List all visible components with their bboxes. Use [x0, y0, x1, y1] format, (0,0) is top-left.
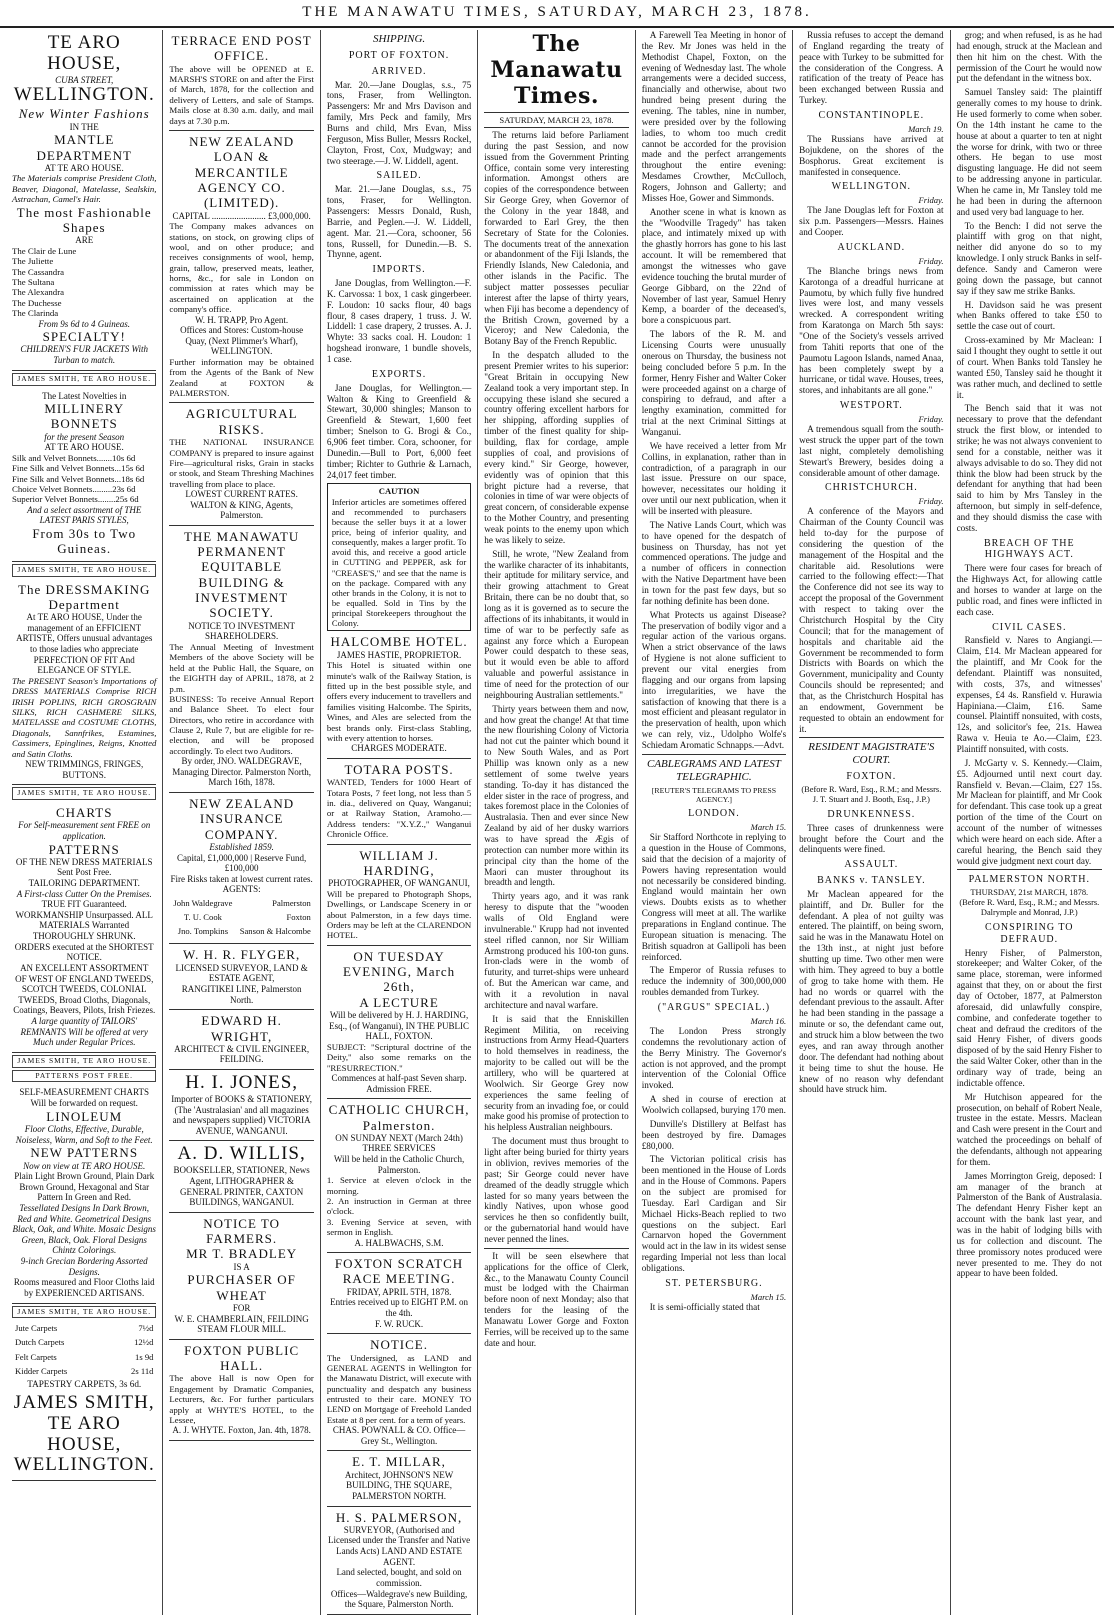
court-paragraph: To the Bench: I did not serve the plaintiff with grog on that night, neither did anyone do so to my knowledge. I only struck Banks in self-defence. Sandy and Cameron were going down the passage, but cannot say if they saw me strike Banks. [956, 220, 1102, 296]
chamberlain: W. E. CHAMBERLAIN, FEILDING STEAM FLOUR MILL. [174, 1313, 309, 1335]
scratch-entries: Entries received up to EIGHT P.M. on the 4th. [330, 1297, 468, 1318]
halcombe-ad [327, 631, 471, 759]
cable-paragraph: Dunville's Distillery at Belfast has been destroyed by fire. Damages £80,000. [641, 1118, 787, 1151]
column-6 [793, 30, 950, 1615]
loan-ad [169, 131, 313, 404]
westport-heading: WESTPORT. [839, 400, 903, 412]
wellington-heading: WELLINGTON. [831, 181, 912, 193]
latest-novelties: The Latest Novelties in [42, 390, 127, 401]
article-paragraph: It will be seen elsewhere that applications for the office of Clerk, &c., to the Manawatu County Council must be lodged with the Chairman before noon of next Monday; also that tenders for the leasing of the Manawatu Lower Gorge and Foxton Ferries, will be received up to the same date and hour. [484, 1250, 629, 1348]
shapes-heading: The most Fashionable Shapes [16, 204, 152, 235]
lecture-by: Will be delivered by H. J. HARDING, Esq., (of Wanganui), IN THE PUBLIC HALL, FOXTON. [329, 1010, 470, 1042]
signature-box: JAMES SMITH, TE ARO HOUSE. [12, 1055, 156, 1068]
drunk-text: Three cases of drunkenness were brought before the Court and the delinquents were fined. [799, 822, 944, 855]
winter-fashions: New Winter Fashions [18, 106, 150, 122]
palmerson-ad [327, 1507, 471, 1615]
court-place: FOXTON. [846, 771, 897, 783]
carpet-price: 7½d [138, 1323, 154, 1334]
title-rule [484, 112, 628, 113]
palmerson-sub: SURVEYOR, (Authorised and Licensed under the Transfer and Native Lands Acts) LAND AND ESTATE AGENT. [327, 1524, 471, 1567]
christchurch-date: Friday. [918, 496, 944, 507]
westport-date: Friday. [918, 413, 944, 424]
sunday: ON SUNDAY NEXT (March 24th) THREE SERVICES [335, 1132, 463, 1154]
patterns-text: OF THE NEW DRESS MATERIALS Sent Post Free. [15, 856, 153, 878]
tessellated-text: Tessellated Designs In Dark Brown, Red and White. Geometrical Designs Black, Oak, and White. Mosaic Designs Green, Black, Oak. Floral Designs Chintz Colorings. [12, 1203, 156, 1256]
article-paragraph: The document must thus brought to light after being buried for thirty years in oblivion, revives memories of the past; Sir George could never have dreamed of the deadly struggle which lasted for so many years between the kindly Natives, upon whose good services he then so confidently built, or the gubernatorial hand would have never penned the lines. [484, 1136, 629, 1244]
masthead: THE MANAWATU TIMES, SATURDAY, MARCH 23, 1878. [0, 0, 1114, 28]
arrived-text: Mar. 20.—Jane Douglas, s.s., 75 tons, Fraser, from Wellington. Passengers: Mr and Mrs Davison and family, Mrs Peck and family, Mrs Burns and child, Mrs Evan, Miss Ferguson, Miss Buller, Messrs Rockel, Clayton, Frost, Cox, Mudgway; and two steerage.—J. W. Liddell, agent. [326, 79, 472, 166]
footer-line-2: TE ARO HOUSE, [47, 1412, 122, 1455]
civil-heading: CIVIL CASES. [992, 621, 1067, 633]
tweeds-text: OF WEST OF ENGLAND TWEEDS, SCOTCH TWEEDS, COLONIAL TWEEDS, Broad Cloths, Diagonals, Coatings, Beavers, Pilots, Irish Friezes. [13, 973, 156, 1016]
orders-text: ORDERS executed at the SHORTEST NOTICE. [14, 941, 154, 963]
harding-ad [327, 845, 471, 946]
jones-ad [169, 1070, 313, 1141]
article-rule [484, 1248, 628, 1249]
farmers-title: NOTICE TO FARMERS. [203, 1215, 281, 1247]
st-pete-date: March 15. [750, 1291, 787, 1302]
hall-text: The above Hall is now Open for Engagement by Dramatic Companies, Lecturers, &c. For further particulars apply at WHYTE'S HOTEL, to the Lessee, [169, 1373, 314, 1425]
fit-text: TRUE FIT Guaranteed. WORKMANSHIP Unsurpassed. ALL MATERIALS Warranted THOROUGHLY SHRUNK. [15, 899, 153, 942]
palm-date: THURSDAY, 21st MARCH, 1878. [970, 888, 1089, 898]
court-paragraph: Cross-examined by Mr Maclean: I said I thought they ought to settle it out of court. When Banks told Tansley he wanted £50, Tansley said he thought it was rather much, and declined to settle it. [956, 335, 1102, 400]
subject: SUBJECT: "Scriptural doctrine of the Deity," also some remarks on the "RESURRECTION." [326, 1041, 472, 1073]
st-pete-heading: ST. PETERSBURG. [665, 1277, 763, 1289]
bonnets-sub: for the present Season [44, 431, 125, 442]
carpet-name: Kidder Carpets [15, 1365, 68, 1376]
news-paragraph: We have received a letter from Mr Collins, in explanation, rather than in contradiction, of a paragraph in our last issue. Pressure on our space, however, necessitates our holding it over until our next publication, when it will be inserted with pleasure. [641, 440, 787, 516]
christchurch-heading: CHRISTCHURCH. [824, 482, 918, 494]
palm-bench: (Before R. Ward, Esq., R.M.; and Messrs. Dalrymple and Monrad, J.P.) [959, 898, 1100, 918]
carpet-name: Jute Carpets [15, 1323, 58, 1334]
shape-item: The Sultana [12, 277, 55, 287]
agents-table [169, 895, 313, 939]
cable-paragraph: A shed in course of erection at Woolwich collapsed, burying 170 men. [641, 1094, 787, 1115]
table-row [14, 1322, 154, 1334]
signature-box: JAMES SMITH, TE ARO HOUSE. [12, 787, 156, 800]
article-paragraph: In the despatch alluded to the present Premier writes to his superior: "Great Britain in occupying New Zealand took a very important step. In occupying these island she secured a country offering excellent harbors for her shipping, affording supplies of timber of the finest quality for ship-building, flax for cordage, ample supplies of coal, and provisions of every kind." Sir George, however, evidently was of opinion that this bright picture had a reverse, that colonies in time of war were objects of great concern, of considerable expense to the Mother Country, and presenting weak points to the enemy upon which he was likely to seize. [484, 350, 629, 545]
christchurch-text: A conference of the Mayors and Chairman of the County Council was held to-day for the purpose of considering the question of the management of the Hospital and the charitable aid. Resolutions were carried to the following effect:—That the Conference did not see its way to accept the proposal of the Government with respect to taking over the Christchurch Hospital by the City Council; that for the management of hospitals and charitable aid the Government be recommended to form Districts with Boards on which the Government, municipality and County Councils should be represented; and that, as the Christchurch Hospital has an endowment, Government be requested to obtain an endowment for it. [799, 506, 944, 734]
society-title: THE MANAWATU PERMANENT EQUITABLE BUILDING & INVESTMENT SOCIETY. [183, 528, 300, 621]
carpet-name: Dutch Carpets [15, 1337, 65, 1348]
are-label: ARE [75, 235, 94, 246]
foxton-hall-ad [169, 1340, 313, 1441]
auckland-text: The Blanche brings news from Karotonga of a dreadful hurricane at Paumotu, by which fully five hundred lives were lost, and many vessels wrecked. A correspondent writing from Karatonga on March 5th says: "One of the Society's vessels arrived from Tahiti reports that one of the Paumotu Lagoon Islands, named Anaa, has been completely swept by a hurricane, or tidal wave. Houses, trees, stores, and inhabitants are all gone." [799, 265, 944, 396]
news-paragraph: Another scene in what is known as the "Woodville Tragedy" has taken place, and intimately mixed up with the ghastly horrors has gone to his last account. It will be remembered that amongst the witnesses who gave evidence touching the brutal murder of George Gibbard, on the 22nd of November of last year, Samuel Henry Kemp, a boarder of the deceased's, bore a conspicuous part. [641, 206, 787, 326]
silk-item: Superior Velvet Bonnets........25s 6d [12, 494, 139, 505]
banks-text: Mr Maclean appeared for the plaintiff, and Dr. Buller for the defendant. A plea of not guilty was entered. The plaintiff, on being sworn, said he was in the Manawatu Hotel on the 13th inst., at night just before shutting up time. Two other men were with him. They agreed to buy a bottle of grog to take home with them. He had no words or quarrel with the defendant previous to the assault. After he had been standing in the passage a minute or so, the defendant came out, and struck him a blow between the two eyes, and ran away through another door. The defendant had nothing about it being time to shut the house. He knew of no reason why defendant should have struck him. [799, 888, 944, 1095]
service-item: 1. Service at eleven o'clock in the morning. [326, 1175, 472, 1196]
bonnets-ad [12, 388, 156, 562]
column-3 [321, 30, 478, 1615]
court-paragraph: grog; and when refused, is as he had had enough, struck at the Maclean and then hit him on the chest. With the permission of the Court he would now put the defendant in the witness box. [956, 30, 1102, 84]
agent-name: Jno. Tompkins [177, 926, 229, 937]
column-5 [636, 30, 793, 1615]
loan-office: Offices and Stores: Custom-house Quay, (Next Plimmer's Wharf), WELLINGTON. [180, 325, 304, 357]
halbwachs: A. HALBWACHS, S.M. [354, 1237, 444, 1248]
loan-sig: W. H. TRAPP, Pro Agent. [195, 314, 289, 325]
willis-ad [169, 1141, 313, 1212]
totara-ad [327, 759, 471, 845]
building-society-ad [169, 526, 313, 793]
palmerston-heading: PALMERSTON NORTH. [968, 874, 1090, 886]
article-paragraph: The returns laid before Parliament during the past Session, and now issued from the Government Printing Office, contain some very interesting information. Amongst others are copies of the correspondence between Sir George Grey, when Governor of the Colony in the year 1848, and forwarded to Earl Grey, the then Secretary of State for the Colonies. The documents treat of the annexation or abandonment of the Fiji Islands, the Friendly Islands, New Caledonia, and other islands in the Pacific. The subject matter possesses peculiar interest after the lapse of thirty years, when Fiji has become a dependency of the British Crown, governed by a Viceroy; and New Caledonia, the Botany Bay of the French Republic. [484, 130, 629, 347]
shape-item: The Clarinda [12, 308, 59, 319]
materials-text: The Materials comprise President Cloth, Beaver, Diagonal, Matelasse, Sealskin, Astrachan, Camel's Hair. [12, 173, 157, 205]
shipping-heading: SHIPPING. [372, 33, 426, 45]
loan-capital: CAPITAL ........................ £3,000,000. [172, 210, 311, 221]
carpets-table [12, 1320, 156, 1379]
millar-name: E. T. MILLAR, [352, 1454, 446, 1470]
terrace-title: TERRACE END POST OFFICE. [171, 33, 312, 64]
notice-share: NOTICE TO INVESTMENT SHAREHOLDERS. [188, 620, 295, 642]
breach-text: There were four cases for breach of the Highways Act, for allowing cattle and horses to wander at large on the public road, and fines were inflicted in each case. [956, 563, 1102, 617]
patterns-heading: PATTERNS [48, 841, 120, 857]
te-aro-title: TE ARO HOUSE, [47, 32, 122, 74]
agent-name: John Waldegrave [173, 898, 233, 908]
catholic-title: CATHOLIC CHURCH, Palmerston. [328, 1102, 470, 1133]
paper-date: SATURDAY, MARCH 23, 1878. [499, 114, 614, 125]
wright-ad [169, 1010, 313, 1070]
harding-name: WILLIAM J. HARDING, [359, 847, 439, 878]
assault-heading: ASSAULT. [844, 859, 899, 871]
cable-paragraph: The Emperor of Russia refuses to reduce the indemnity of 300,000,000 roubles demanded from Turkey. [641, 965, 787, 998]
table-row [171, 897, 311, 909]
patterns-post-box: PATTERNS POST FREE. [12, 1070, 156, 1083]
cable-rule [642, 754, 786, 755]
shape-item: The Juliette [12, 256, 54, 267]
est-text: Established 1859. [209, 841, 274, 852]
exports-heading: EXPORTS. [371, 368, 427, 380]
is-a: IS A [233, 1261, 250, 1272]
agent-name: T. U. Cook [183, 912, 222, 923]
cutter-text: A First-class Cutter On the Premises. [16, 888, 152, 899]
totara-text: WANTED, Tenders for 1000 Heart of Totara Posts, 7 feet long, not less than 5 in. dia., delivered on Quay, Wanganui; or at Railway Station, Aramoho.—Address tenders: "X.Y.Z.," Wanganui Chronicle Office. [326, 777, 472, 840]
news-paragraph: What Protects us against Disease? The preservation of bodily vigor and a regular action of the various organs. When a strict observance of the laws of Hygiene is not alone sufficient to prevent our vital energies from flagging and our organs from lapsing into irregularities, we have the satisfaction of knowing that there is a most efficient and pleasant regulator in the preservation of health, upon which we can rely, viz., Udolpho Wolfe's Schiedam Aromatic Schnapps.—Advt. [641, 609, 787, 750]
purchaser: PURCHASER OF WHEAT [187, 1272, 296, 1303]
notice-title: NOTICE. [370, 1337, 429, 1353]
article-paragraph: Still, he wrote, "New Zealand from the warlike character of its inhabitants, their aptitude for military service, and their growing attachment to Great Britain, there can be no doubt that, so long as it is governed as to secure the affections of its inhabitants, it would in time of war to be perfectly safe as against any force which a European Power could despatch to these seas, but it would even be able to afford valuable and powerful assistance in time of need for the protection of our neighbouring Australian settlements." [484, 548, 629, 700]
border-text: 9-inch Grecian Bordering Assorted Designs. [20, 1256, 148, 1277]
price-note: From 9s 6d to 4 Guineas. [38, 318, 131, 329]
scratch-ruck: F. W. RUCK. [375, 1318, 424, 1329]
cable-paragraph: The Victorian political crisis has been mentioned in the House of Lords and in the House of Commons. Papers on the subject are promised for Tuesday. Earl Cardigan and Sir Michael Hicks-Beach replied to two questions on the subject. Earl Carnarvon hoped the Government would act in the law in its widest sense regarding Imperial not less than local obligations. [641, 1154, 787, 1273]
palmerson-name: H. S. PALMERSON, [335, 1509, 463, 1525]
willis-sub: BOOKSELLER, STATIONER, News Agent, LITHOGRAPHER & GENERAL PRINTER, CAXTON BUILDINGS, WANGANUI. [173, 1165, 310, 1208]
fire-text: Fire Risks taken at lowest current rates. [170, 873, 313, 884]
willis-name: A. D. WILLIS, [177, 1143, 306, 1165]
charts-text: For Self-measurement sent FREE on application. [18, 820, 151, 841]
dressmaking-text: At TE ARO HOUSE, Under the management of an EFFICIENT ARTISTE, Offers unusual advantages to those ladies who appreciate PERFECTION OF FIT And ELEGANCE OF STYLE. [16, 612, 153, 676]
hastie: JAMES HASTIE, PROPRIETOR. [336, 649, 462, 660]
drunk-heading: DRUNKENNESS. [827, 808, 916, 820]
palm-rule [957, 869, 1102, 870]
agri-ad [169, 403, 313, 525]
news-paragraph: The labors of the R. M. and Licensing Courts were unusually onerous on Thursday, the business not being concluded before 5 p.m. In the former, Henry Fisher and Walter Coker were proceeded against on a charge of conspiring to defraud, and after a lengthy examination, committed for trial at the next Criminal Sittings at Wanganui. [641, 329, 787, 437]
self-measure-text: SELF-MEASUREMENT CHARTS Will be forwarded on request. [19, 1087, 149, 1109]
tuesday: ON TUESDAY EVENING, March 26th, [342, 948, 456, 995]
article-paragraph: Thirty years ago, and it was rank heresy to dispute that the "wooden walls of Old England were invulnerable." Krupp had not invented steel rifled cannon, nor Sir William Armstrong produced his 100-ton guns. Iron-clads were in the womb of futurity, and turret-ships were unheard of. But the American war came, and with it a revolution in naval architecture and naval warfare. [484, 891, 629, 1010]
cable-paragraph: The London Press strongly condemns the revolutionary action of the Berry Ministry. The Governor's action is not approved, and the prompt intervention of the Colonial Office invoked. [641, 1025, 787, 1091]
imports-text: Jane Douglas, from Wellington.—F. K. Carvossa: 1 box, 1 cask gingerbeer. F. Loudon: 10 sacks flour, 40 bags flour, 8 cases drapery, 1 truss. J. W. Liddell: 1 case drapery, 2 trusses. A. J. Whyte: 33 sacks coal. H. Loudon: 1 hogshead ironware, 1 bundle shovels, 1 case. [326, 278, 472, 365]
bonnets-heading: MILLINERY BONNETS [44, 401, 125, 432]
hall-title: FOXTON PUBLIC HALL. [184, 1342, 300, 1374]
services-intro: Will be held in the Catholic Church, Palmerston. [333, 1154, 465, 1175]
agent-place: Palmerston [272, 898, 311, 908]
te-aro-winter-ad [12, 30, 156, 371]
te-aro-city: WELLINGTON. [13, 84, 155, 106]
court-bench: (Before R. Ward, Esq., R.M.; and Messrs. J. T. Stuart and J. Booth, Esq., J.P.) [801, 785, 942, 805]
column-1 [6, 30, 163, 1615]
footer-line-3: WELLINGTON. [13, 1454, 155, 1476]
breach-heading: BREACH OF THE HIGHWAYS ACT. [983, 537, 1075, 561]
millar-ad [327, 1451, 471, 1506]
excellent-heading: AN EXCELLENT ASSORTMENT [20, 962, 149, 973]
loan-title: NEW ZEALAND LOAN & MERCANTILE AGENCY CO. (LIMITED). [189, 133, 295, 211]
charts-ad [12, 802, 156, 1053]
cable-paragraph: Sir Stafford Northcote in replying to a question in the House of Commons, said that the decision of a majority of Powers having representation would not necessarily be considered binding. England would maintain her own views. Doubts exists as to whether Congress will meet at all. The warlike preparations in England continue. The European situation is menacing. The British squadron at Gallipoli has been reinforced. [641, 832, 787, 962]
lino-types-text: Plain Light Brown Ground, Plain Dark Brown Ground, Hexagonal and Star Pattern In Green and Red. [14, 1171, 155, 1203]
news-paragraph: Russia refuses to accept the demand of England regarding the treaty of peace with Turkey to be submitted for the consideration of the Congress. A ratification of the treaty of Peace has been exchanged between Russia and Turkey. [799, 30, 944, 106]
terrace-text: The above will be OPENED at E. MARSH'S STORE on and after the First of March, 1878, for the collection and delivery of Letters, and sale of Stamps. Mails close at 8.30 a.m. daily, and mail days at 7.30 p.m. [169, 63, 314, 126]
auckland-heading: AUCKLAND. [837, 241, 906, 253]
remnants-text: A large quantity of TAILORS' REMNANTS Will be offered at very Much under Regular Prices. [20, 1015, 148, 1048]
silk-item: Silk and Velvet Bonnets.......10s 6d [12, 452, 136, 463]
caution-text: Inferior articles are sometimes offered and recommended to purchasers because the seller buys it at a lower price, being of inferior quality, and consequently, makes a larger profit. To avoid this, and receive a good article in CUTTING and PEPPER, ask for "CREASE'S," and see that the name is on the package. Compared with any other brands in the Colony, it is not to be equalled. Sold in Tins by the principal Storekeepers throughout the Colony. [331, 496, 467, 629]
annual-text: The Annual Meeting of Investment Members of the above Society will be held at the Public Hall, the Square, on the EIGHTH day of APRIL, 1878, at 2 p.m. [169, 642, 314, 694]
agent-place: Sanson & Halcombe [239, 926, 311, 937]
dressmaking-heading: The DRESSMAKING Department [18, 581, 151, 612]
hall-sig: A. J. WHYTE. Foxton, Jan. 4th, 1878. [172, 1425, 311, 1436]
page-columns [6, 30, 1108, 1610]
from-30s: From 30s to Two Guineas. [32, 526, 137, 557]
capital2: Capital, £1,000,000 | Reserve Fund, £100,000 [176, 852, 307, 874]
carpet-price: 12½d [134, 1337, 154, 1348]
lecture: A LECTURE [359, 994, 439, 1010]
present-season-text: The PRESENT Season's Importations of DRESS MATERIALS Comprise RICH IRISH POPLINS, RICH GROSGRAIN SILKS, RICH CASHMERE SILKS, MATELASSE and COSTUME CLOTHS, Diagonals, Sannfrikes, Estamines, Cassimers, Epinglines, Reigns, Knotted and Satin Cloths. [12, 675, 157, 759]
paper-title: The Manawatu Times. [490, 31, 623, 109]
footer-line-1: JAMES SMITH, [13, 1391, 155, 1413]
service-item: 3. Evening Service at seven, with sermon in English. [326, 1216, 472, 1238]
caution-title: CAUTION [378, 486, 420, 497]
notice-text: The Undersigned, as LAND and GENERAL AGENTS in Wellington for the Manawatu District, will execute with punctuality and despatch any business entrusted to their care. MONEY TO LEND on Mortgage of Freehold Landed Estate at 8 per cent. for a term of years. [326, 1352, 472, 1425]
new-patterns-heading: NEW PATTERNS [30, 1145, 139, 1161]
tapestry-text: TAPESTRY CARPETS, 3s 6d. [27, 1378, 142, 1389]
jones-name: H. I. JONES, [185, 1072, 299, 1094]
trimmings-text: NEW TRIMMINGS, FRINGES, BUTTONS. [25, 758, 144, 780]
footer-ad [12, 1390, 156, 1482]
london-date: March 15. [750, 821, 787, 832]
wright-sub: ARCHITECT & CIVIL ENGINEER, FEILDING. [174, 1043, 310, 1065]
pownall: CHAS. POWNALL & CO. Office—Grey St., Wellington. [332, 1425, 466, 1446]
reuters-note: [REUTER'S TELEGRAMS TO PRESS AGENCY.] [651, 785, 777, 804]
agent-place: Foxton [286, 912, 311, 923]
harding-sub: PHOTOGRAPHER, OF WANGANUI, [328, 878, 470, 889]
date-rule [484, 127, 628, 128]
london-heading: LONDON. [688, 808, 740, 820]
shape-item: The Cassandra [12, 266, 65, 277]
linoleum-text: Floor Cloths, Effective, Durable, Noiseless, Warm, and Soft to the Feet. [15, 1124, 153, 1145]
walton-king: WALTON & KING, Agents, Palmerston. [190, 499, 293, 521]
flyger-name: W. H. R. FLYGER, [183, 947, 301, 963]
court-paragraph: H. Davidson said he was present when Banks offered to take £50 to settle the case out of court. [956, 299, 1102, 332]
column-4 [478, 30, 635, 1615]
sailed-text: Mar. 21.—Jane Douglas, s.s., 75 tons, Fraser, for Wellington. Passengers: Messrs Donald, Rush, Barrie, and Peglen.—J. W. Liddell, agent. Mar. 21.—Cora, schooner, 56 tons, Russell, for Dunedin.—B. S. Thynne, agent. [326, 184, 472, 260]
const-heading: CONSTANTINOPLE. [818, 110, 925, 122]
terrace-ad [169, 30, 313, 131]
agri-text: THE NATIONAL INSURANCE COMPANY is prepared to insure against Fire—agricultural risks, Grain in stacks or stook, and Steam Threshing Machines travelling from place to place. [169, 437, 314, 489]
news-paragraph: The Native Lands Court, which was to have opened for the despatch of business on Thursday, has not yet commenced operations. The judge and a number of officers in connection with the Native Department have been in town for the past few days, but so far nothing definite has been done. [641, 519, 787, 606]
farmers-ad [169, 1213, 313, 1340]
at-te-aro: AT TE ARO HOUSE. [44, 162, 124, 173]
lecture-ad [327, 946, 471, 1099]
notice-ad [327, 1334, 471, 1451]
auckland-date: Friday. [918, 255, 944, 266]
nz-ins-title: NEW ZEALAND INSURANCE COMPANY. [189, 795, 295, 842]
conspiring-text: Henry Fisher, of Palmerston, storekeeper; and Walter Coker, of the same place, storeman, were informed against that they, on or about the first day of October, 1877, at Palmerston aforesaid, did unlawfully conspire, combine, and confederate together to cheat and defraud the creditors of the said Henry Fisher, of divers goods disposed of by the said Henry Fisher to the said Walter Coker, other than in the ordinary way of trade, being an indictable offence. [956, 947, 1102, 1088]
jones-sub: Importer of BOOKS & STATIONERY, (The 'Australasian' and all magazines and newspapers supplied) VICTORIA AVENUE, WANGANUI. [171, 1093, 313, 1136]
specialty-text: CHILDREN'S FUR JACKETS With Turban to match. [20, 344, 149, 366]
wright-name: EDWARD H. WRIGHT, [201, 1013, 282, 1044]
tailoring-heading: TAILORING DEPARTMENT. [28, 878, 140, 889]
by-order: By order, JNO. WALDEGRAVE, Managing Director. Palmerston North, March 16th, 1878. [172, 756, 311, 788]
commence: Commences at half-past Seven sharp. Admission FREE. [331, 1072, 467, 1094]
for-label: FOR [232, 1302, 251, 1313]
further-text: Further information may be obtained from the Agents of the Bank of New Zealand at FOXTON & PALMERSTON. [169, 356, 314, 399]
mantle-department: MANTLE DEPARTMENT [36, 132, 132, 163]
business-text: BUSINESS: To receive Annual Report and Balance Sheet. To elect four Directors, who retire in accordance with Clause 2, Rule 7, but are eligible for re-election, and will be proposed accordingly. To elect two Auditors. [169, 693, 314, 756]
conspiring-heading: CONSPIRING TO DEFRAUD. [985, 921, 1074, 945]
service-item: 2. An instruction in German at three o'clock. [326, 1196, 472, 1217]
article-paragraph: Thirty years between them and now, and how great the change! At that time the new flourishing Colony of Victoria had not cut the painter which bound it to New South Wales, and as Port Phillip was known only as a new settlement of some twelve years standing. To-day it has distanced the elder sister in the race of progress, and takes foremost place in the Colonies of Australasia. Then and ever since New Zealand by aid of her dusky warriors was to have spread the Ægis of protection can number more within its principal city than the home of the Maori can muster throughout its breadth and length. [484, 703, 629, 888]
nz-insurance-ad [169, 793, 313, 944]
carpet-price: 1s 9d [135, 1351, 154, 1362]
flyger-addr: RANGITIKEI LINE, Palmerston North. [181, 983, 302, 1005]
charges: CHARGES MODERATE. [351, 743, 447, 754]
now-view-text: Now on view at TE ARO HOUSE. [23, 1160, 146, 1171]
at-te-aro-2: AT TE ARO HOUSE. [44, 442, 124, 453]
flyger-sub: LICENSED SURVEYOR, LAND & ESTATE AGENT, [175, 962, 308, 984]
table-row [171, 925, 311, 937]
scratch-friday: FRIDAY, APRIL 5TH, 1878. [346, 1286, 452, 1297]
column-2 [163, 30, 320, 1615]
court-paragraph: Samuel Tansley said: The plaintiff generally comes to my house to drink. He used formerly to come when sober. On the 14th instant he came to the house at about a quarter to ten at night the worse for drink, with two or three others. He began to use most disgusting language. He did not seem to be addressing anyone in particular. When he came in, Mr Tansley told me he had been in during the afternoon and used very bad language to her. [956, 87, 1102, 217]
shape-item: The Duchesse [12, 297, 62, 308]
specialty-heading: SPECIALTY! [42, 329, 126, 345]
banks-heading: BANKS v. TANSLEY. [817, 875, 926, 887]
court-rule [799, 737, 943, 738]
shape-item: The Clair de Lune [12, 245, 77, 256]
silk-list [12, 453, 156, 505]
westport-text: A tremendous squall from the south-west struck the upper part of the town last night, completely demolishing Stewart's Brewery, besides doing a considerable amount of other damage. [799, 424, 944, 478]
table-row [14, 1336, 154, 1348]
hotel-text: This Hotel is situated within one minute's walk of the Railway Station, is fitted up in the best possible style, and offers every inducement to travellers and families visiting Halcombe. The Spirits, Wines, and Ales are selected from the best brands only. First-class Stabling, with every attention to horses. [326, 660, 472, 743]
silk-item: Fine Silk and Velvet Bonnets...15s 6d [12, 463, 145, 474]
paris-assortment: And a select assortment of THE LATEST PARIS STYLES, [27, 504, 142, 526]
linoleum-ad [12, 1084, 156, 1303]
table-row [14, 1351, 154, 1363]
civil-text: Ransfield v. Nares to Angiangi.—Claim, £14. Mr Maclean appeared for the plaintiff, and Mr Cook for the defendant. Plaintiff was nonsuited, with costs, 37s, and witnesses' expenses, £4 4s. Ransfield v. Hurawia Hapiniana.—Claim, £16. Same counsel. Plaintiff nonsuited, with costs, 12s, and solicitor's fee, 21s. Hawea Rawa v. Heuia te Ao.—Claim, £23. Plaintiff nonsuited, with costs. [956, 635, 1102, 754]
news-paragraph: A Farewell Tea Meeting in honor of the Rev. Mr Jones was held in the Methodist Chapel, Foxton, on the evening of Wednesday last. The whole arrangements were a decided success, financially and otherwise, about two hundred being present during the evening. The tables, nine in number, were presided over by the following ladies, to whom too much credit cannot be accorded for the provision made and the perfect arrangements throughout the entire evening: Mesdames Crowther, McCulloch, Rogers, Johnson and Gallerty; and Misses Hoe, Gower and Simmonds. [641, 30, 787, 203]
argus-heading: ("ARGUS" SPECIAL.) [657, 1002, 771, 1013]
lowest-rates: LOWEST CURRENT RATES. [185, 489, 298, 499]
flyger-ad [169, 944, 313, 1010]
carpet-name: Felt Carpets [15, 1351, 57, 1362]
agri-title: AGRICULTURAL RISKS. [185, 406, 298, 437]
shape-list [12, 246, 156, 319]
signature-box: JAMES SMITH, TE ARO HOUSE. [12, 373, 156, 386]
const-date: March 19. [908, 123, 944, 134]
shape-item: The Alexandra [12, 287, 65, 298]
table-row [14, 1365, 154, 1377]
imports-heading: IMPORTS. [372, 264, 426, 276]
table-row [171, 911, 311, 923]
argus-date: March 16. [750, 1015, 787, 1026]
scratch-ad [327, 1253, 471, 1334]
charts-heading: CHARTS [55, 804, 113, 820]
signature-box: JAMES SMITH, TE ARO HOUSE. [12, 1306, 156, 1319]
column-7 [951, 30, 1108, 1615]
court-heading: RESIDENT MAGISTRATE'S COURT. [808, 741, 935, 767]
harding-text: Will be prepared to Photograph Shops, Dwellings, or Landscape Scenery in or about Palmerston, in a few days time. Orders may be left at the CLARENDON HOTEL. [326, 888, 472, 941]
court-paragraph: The Bench said that it was not necessary to prove that the defendant struck the first blow, or intended to strike; he was not always convenient to send for a constable, neither was it always advisable to do so. They did not think the blow had been struck by the defendant for anything that had been said to him by Mrs Tansley in the afternoon, but simply in self-defence, and they should dismiss the case with costs. [956, 403, 1102, 533]
palmerson-office: Offices—Waldegrave's new Building, the Square, Palmerston North. [330, 1588, 468, 1610]
scratch-title: FOXTON SCRATCH RACE MEETING. [334, 1256, 464, 1287]
wellington-date: Friday. [918, 195, 944, 206]
bradley-name: MR T. BRADLEY [186, 1246, 298, 1262]
palmerson-text: Land selected, bought, and sold on commission. [336, 1567, 462, 1588]
totara-title: TOTARA POSTS. [344, 761, 454, 777]
conspiring-text: Mr Hutchison appeared for the prosecution, on behalf of Robert Neale, trustee in the estate. Messrs. Maclean and Cash were present in the Court and watched the proceedings on behalf of the defendants, although not appearing for them. [956, 1091, 1102, 1167]
agents-title: AGENTS: [222, 884, 261, 895]
dressmaking-ad [12, 579, 156, 786]
port-heading: PORT OF FOXTON. [348, 49, 450, 61]
exports-text: Jane Douglas, for Wellington.—Walton & King to Greenfield & Stewart, 30,000 shingles; Manson to Greenfield & Stewart, 1,600 feet timber; Snelson to G. Brogi & Co., 6,906 feet timber. Cora, schooner, for Dunedin.—Bull to Port, 6,000 feet timber; Richter to Guthrie & Larnach, 24,017 feet timber. [326, 382, 472, 480]
silk-item: Choice Velvet Bonnets.........23s 6d [12, 484, 136, 495]
loan-text: The Company makes advances on stations, on stock, on growing clips of wool, and on other produce; and receives consignments of wool, hemp, grain, tallow, preserved meats, leather, horns, &c., for sale in London on commission at rates which may be ascertained on application at the company's office. [169, 221, 314, 315]
carpet-price: 2s 11d [131, 1365, 154, 1376]
civil-text: J. McGarty v. S. Kennedy.—Claim, £5. Adjourned until next court day. Ransfield v. Bevan.—Claim, £27 15s. Mr Maclean for plaintiff, and Mr Cook for defendant. This case took up a great portion of the time of the Court on account of the number of witnesses which were heard on each side. After a careful hearing, the Bench said they would give judgment next court day. [956, 757, 1102, 866]
st-pete-text: It is semi-officially stated that [649, 1301, 760, 1312]
in-the-label: IN THE [69, 121, 99, 132]
te-aro-street: CUBA STREET, [55, 74, 114, 85]
const-text: The Russians have arrived at Bojukdene, on the shores of the Bosphorus. Great excitement is manifested in consequence. [799, 133, 944, 177]
halcombe-title: HALCOMBE HOTEL. [330, 634, 468, 650]
conspiring-text: James Morrington Greig, deposed: I am manager of the branch at Palmerston of the Bank of Australasia. The defendant Henry Fisher kept an account with the bank last year, and was in the habit of lodging bills with us for collection and discount. The three promissory notes produced were never presented to me. They do not appear to have been folded. [956, 1170, 1102, 1279]
sailed-heading: SAILED. [376, 170, 422, 182]
caution-ad [327, 483, 471, 631]
article-paragraph: It is said that the Enniskillen Regiment Militia, on receiving instructions from Army Head-Quarters to hold themselves in readiness, the majority to be called out will be the artillery, who will be quartered at Woolwich. Sir George Grey now experiences the same feeling of security from an invading foe, or could make good his promise of protection to his helpless Australian neighbours. [484, 1013, 629, 1133]
silk-item: Fine Silk and Velvet Bonnets...18s 6d [12, 473, 145, 484]
wellington-text: The Jane Douglas left for Foxton at six p.m. Passengers—Messrs. Haines and Cooper. [799, 205, 944, 238]
catholic-ad [327, 1099, 471, 1253]
cable-heading: CABLEGRAMS AND LATEST TELEGRAPHIC. [647, 757, 781, 783]
linoleum-heading: LINOLEUM [46, 1108, 123, 1124]
signature-box: JAMES SMITH, TE ARO HOUSE. [12, 564, 156, 577]
rooms-text: Rooms measured and Floor Cloths laid by EXPERIENCED ARTISANS. [13, 1277, 155, 1298]
millar-sub: Architect, JOHNSON'S NEW BUILDING, THE SQUARE, PALMERSTON NORTH. [344, 1469, 454, 1501]
arrived-heading: ARRIVED. [371, 65, 427, 77]
